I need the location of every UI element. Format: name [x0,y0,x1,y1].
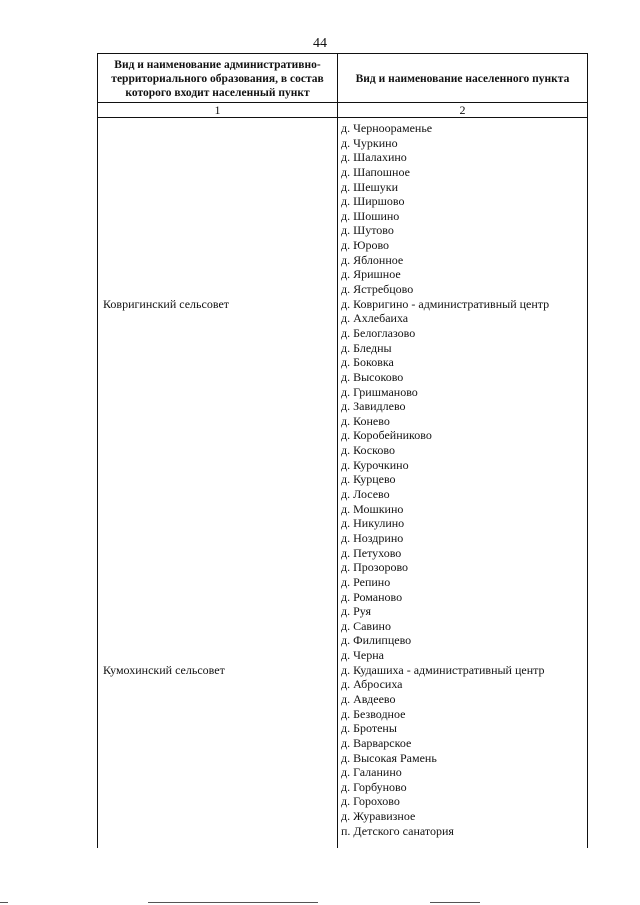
admin-unit-label: Кумохинский сельсовет [103,663,225,678]
table-body-row [98,118,588,849]
settlement-item: д. Галанино [341,765,402,780]
settlement-item: д. Горохово [341,794,400,809]
header-settlement: Вид и наименование населенного пункта [338,54,588,103]
settlement-item: д. Курцево [341,472,396,487]
column-number-2: 2 [338,103,588,118]
settlement-item: д. Шутово [341,223,394,238]
settlement-item: д. Шапошное [341,164,410,179]
settlement-item: д. Черноораменье [341,121,433,135]
footer-rule [0,902,8,903]
settlement-item: д. Петухово [341,545,402,560]
footer-rule [430,902,480,903]
settlement-item: д. Прозорово [341,560,409,575]
table-header-row [98,54,588,103]
settlement-item: д. Репино [341,574,391,589]
settlement-item: д. Гришманово [341,384,418,399]
settlement-item: д. Косково [341,443,395,458]
settlement-item: д. Руя [341,604,371,619]
settlement-item: д. Яблонное [341,252,404,267]
settlement-item: д. Бледны [341,340,392,355]
settlement-item: д. Высоково [341,369,404,384]
admin-unit-cell [98,118,338,849]
settlement-item: д. Авдеево [341,691,396,706]
settlement-item: д. Конево [341,413,390,428]
settlement-item: д. Кудашиха - административный центр [341,662,545,677]
settlement-item: д. Ахлебаиха [341,311,409,326]
page-number: 44 [313,36,327,51]
settlement-item: д. Ноздрино [341,530,404,545]
settlement-item: д. Филипцево [341,633,412,648]
settlement-item: д. Горбуново [341,779,407,794]
settlement-item: д. Шалахино [341,150,407,165]
settlement-item: д. Яришное [341,267,401,282]
settlement-list [338,118,587,838]
column-number-1: 1 [98,103,338,118]
settlement-item: д. Мошкино [341,501,404,516]
settlement-item: д. Ковригино - административный центр [341,296,550,311]
settlement-item: д. Безводное [341,706,406,721]
settlement-item: д. Юрово [341,238,390,253]
settlement-item: д. Чуркино [341,135,398,150]
settlement-item: д. Коробейниково [341,428,432,443]
settlement-item: д. Шошино [341,208,400,223]
settlement-cell [338,118,588,849]
footer-rule [148,902,318,903]
header-admin-unit: Вид и наименование административно-территориального образования, в состав которого входит населенный пункт [98,54,338,103]
column-number-row [98,103,588,118]
settlement-item: д. Бротены [341,721,397,736]
settlement-item: д. Завидлево [341,399,406,414]
settlement-item: д. Высокая Рамень [341,750,437,765]
settlements-table [97,53,588,848]
settlement-item: д. Ястребцово [341,282,414,297]
settlement-item: д. Журавизное [341,809,416,824]
settlement-item: д. Черна [341,648,384,663]
settlement-item: д. Романово [341,589,403,604]
settlement-item: д. Никулино [341,516,405,531]
settlement-item: п. Детского санатория [341,823,454,838]
settlement-item: д. Лосево [341,487,390,502]
settlement-item: д. Шешуки [341,179,399,194]
settlement-item: д. Боковка [341,355,394,370]
settlement-item: д. Белоглазово [341,325,416,340]
settlement-item: д. Варварское [341,735,412,750]
settlement-item: д. Ширшово [341,194,405,209]
settlement-item: д. Курочкино [341,457,409,472]
settlement-item: д. Абросиха [341,677,403,692]
admin-unit-label: Ковригинский сельсовет [103,297,230,312]
settlement-item: д. Савино [341,618,391,633]
